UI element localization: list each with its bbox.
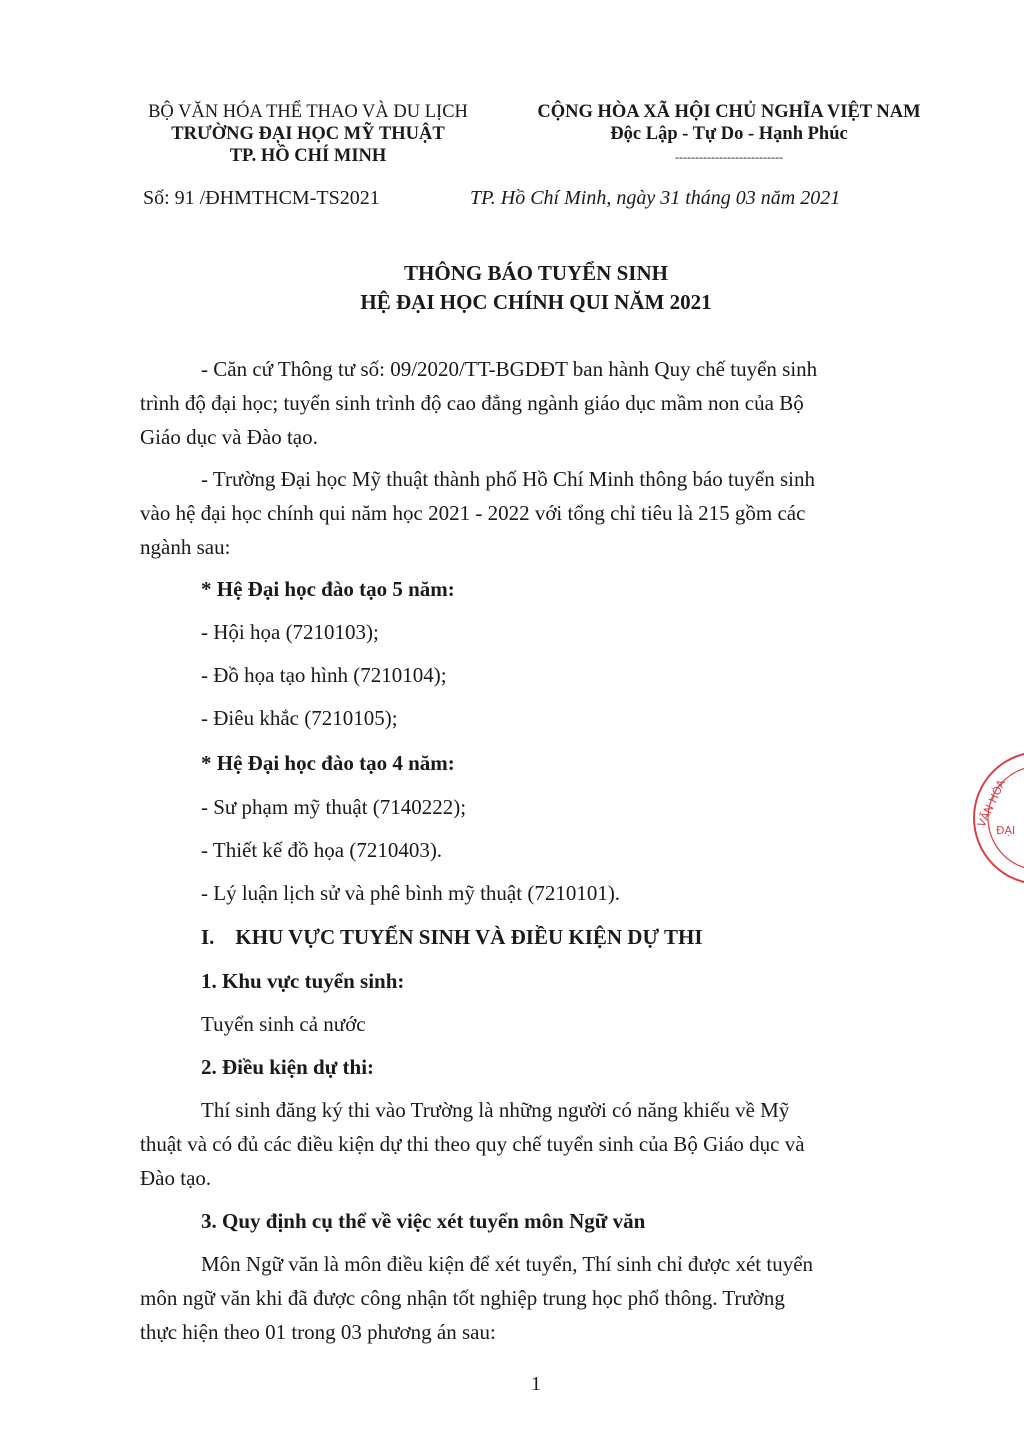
school-name-line2: TP. HỒ CHÍ MINH [229,146,387,166]
page-number: 1 [531,1373,541,1395]
title-line1: THÔNG BÁO TUYỂN SINH [404,261,668,285]
section1-sub2-line2: thuật và có đủ các điều kiện dự thi theo quy chế tuyển sinh của Bộ Giáo dục và [140,1132,805,1156]
intro-para2-line1: - Trường Đại học Mỹ thuật thành phố Hồ Chí Minh thông báo tuyển sinh [201,467,815,491]
section1-sub1-text: Tuyển sinh cả nước [201,1012,366,1036]
intro-para2-line3: ngành sau: [140,535,231,559]
intro-para1-line1: - Căn cứ Thông tư số: 09/2020/TT-BGDĐT ban hành Quy chế tuyển sinh [201,357,818,381]
official-seal-stamp [970,748,1024,888]
section1-sub3-line3: thực hiện theo 01 trong 03 phương án sau: [140,1320,496,1344]
program-item: - Điêu khắc (7210105); [201,706,398,730]
country-motto: Độc Lập - Tự Do - Hạnh Phúc [610,124,848,144]
section1-sub2-line3: Đào tạo. [140,1166,212,1190]
program-item: - Hội họa (7210103); [201,620,379,644]
section1-heading: I. KHU VỰC TUYỂN SINH VÀ ĐIỀU KIỆN DỰ THI [201,925,703,949]
date-place: TP. Hồ Chí Minh, ngày 31 tháng 03 năm 2021 [470,187,841,209]
country-name: CỘNG HÒA XÃ HỘI CHỦ NGHĨA VIỆT NAM [537,102,921,122]
seal-text-mid: ĐẠI [996,824,1016,837]
program-item: - Lý luận lịch sử và phê bình mỹ thuật (7210101). [201,881,621,905]
program-item: - Sư phạm mỹ thuật (7140222); [201,795,467,819]
section1-sub3-heading: 3. Quy định cụ thể về việc xét tuyển môn Ngữ văn [201,1209,646,1233]
program-item: - Đồ họa tạo hình (7210104); [201,663,447,687]
four-year-heading: * Hệ Đại học đào tạo 4 năm: [201,751,455,775]
section1-sub1-heading: 1. Khu vực tuyển sinh: [201,969,405,993]
ministry-name: BỘ VĂN HÓA THỂ THAO VÀ DU LỊCH [148,102,468,122]
school-name-line1: TRƯỜNG ĐẠI HỌC MỸ THUẬT [171,124,445,144]
section1-sub2-line1: Thí sinh đăng ký thi vào Trường là những người có năng khiếu về Mỹ [201,1098,790,1122]
title-line2: HỆ ĐẠI HỌC CHÍNH QUI NĂM 2021 [360,290,712,314]
intro-para2-line2: vào hệ đại học chính qui năm học 2021 - 2022 với tổng chỉ tiêu là 215 gồm các [140,501,806,525]
motto-divider: --------------------------- [675,150,783,164]
section1-sub2-heading: 2. Điều kiện dự thi: [201,1055,375,1079]
program-item: - Thiết kế đồ họa (7210403). [201,838,443,862]
intro-para1-line3: Giáo dục và Đào tạo. [140,425,318,449]
intro-para1-line2: trình độ đại học; tuyển sinh trình độ cao đẳng ngành giáo dục mầm non của Bộ [140,391,804,415]
section1-sub3-line2: môn ngữ văn khi đã được công nhận tốt nghiệp trung học phổ thông. Trường [140,1286,785,1310]
document-number: Số: 91 /ĐHMTHCM-TS2021 [143,187,380,209]
seal-text-top: VĂN HÓA [974,777,1009,830]
section1-sub3-line1: Môn Ngữ văn là môn điều kiện để xét tuyển, Thí sinh chỉ được xét tuyển [201,1252,814,1276]
five-year-heading: * Hệ Đại học đào tạo 5 năm: [201,577,455,601]
